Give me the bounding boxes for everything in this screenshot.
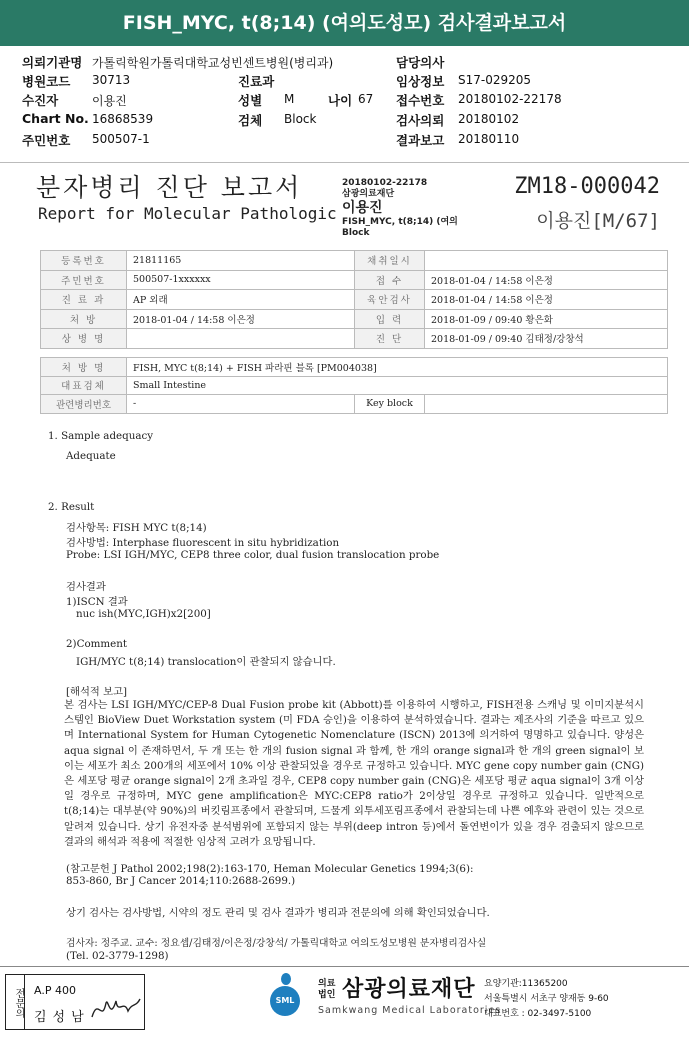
interp-text: 본 검사는 LSI IGH/MYC/CEP-8 Dual Fusion probe kit (Abbott)를 이용하여 시행하고, FISH전용 스캐닝 및 이미지분석시스템인 BioView Duet Workstation system (미 FDA 승인)을 이용하여 분석하였습니다. 결과는 제조사의 기준을 따르고 있으며 International System for Human Cytogenetic Nomenclature (ISCN) 2013에 의거하여 명명하고 있습니다. 양성은 aqua signal 이 존재하면서, 두 개 또는 한 개의 fusion signal 과 함께, 한 개의 orange signal과 한 개의 green signal이 보이는 세포가 최소 200개의 세포에서 10% 이상 관찰되었을 경우로 규정하고 있습니다. MYC gene copy number gain (CNG)은 세포당 평균 orange signal이 2개 초과일 경우, CEP8 copy number gain (CNG)은 세포당 평균 aqua signal이 3개 이상일 경우로 규정하며, MYC gene amplification은 MYC:CEP8 ratio가 2이상일 경우로 규정하고 있습니다. 일반적으로 t(8;14)는 대부분(약 90%)의 버킷림프종에서 관찰되며, 드물게 외투세포림프종에서 관찰되는데 나쁜 예후와 관련이 있는 것으로 알려져 있습니다. 상기 유전자중 분석범위에 포함되지 않는 부위(deep intron 등)에서 돌연변이가 있을 경우 검출되지 않으므로 결과의 해석과 적용에 적절한 임상적 고려가 요망됩니다.: [64, 699, 644, 848]
sex-value: M: [284, 92, 295, 106]
ref-line1: (참고문헌 J Pathol 2002;198(2):163-170, Heman Molecular Genetics 1994;3(6):: [66, 863, 474, 875]
request-value: 20180102: [458, 112, 520, 126]
age-value: 67: [358, 92, 374, 106]
specimen-label-sticker: [342, 178, 458, 239]
rep-specimen-label: 대표검체: [41, 376, 127, 395]
hospital-code-label: 병원코드: [22, 74, 71, 89]
order-label: 처 방: [41, 309, 127, 329]
result-title: 검사결과: [66, 581, 106, 593]
divider-top: [0, 162, 689, 163]
scan-title-en: Report for Molecular Pathologic: [38, 204, 337, 223]
dept-label-cell: 진 료 과: [41, 290, 127, 310]
age-label: 나이: [328, 93, 353, 108]
stamp-name: 김성남: [34, 1010, 90, 1025]
addr-line1: 요양기관:11365200: [484, 979, 568, 989]
gross-label: 육안검사: [355, 290, 425, 310]
scan-title-ko: 분자병리 진단 보고서: [36, 173, 303, 202]
diag-value: 2018-01-09 / 09:40 김태정/강창석: [425, 329, 668, 349]
sticker-name: 이용진: [342, 200, 383, 216]
rep-specimen-value: Small Intestine: [127, 376, 668, 395]
chart-label: Chart No.: [22, 111, 89, 126]
key-block-value: [425, 395, 668, 414]
dept-value-cell: AP 외래: [127, 290, 355, 310]
report-value: 20180110: [458, 132, 520, 146]
reg-no-label: 등록번호: [41, 251, 127, 271]
doctor-label: 담당의사: [396, 55, 445, 70]
logo-english: Samkwang Medical Laboratories: [318, 1005, 502, 1016]
specialist-stamp: [5, 974, 145, 1030]
examiner-text: 검사자: 정주교. 교수: 정요셉/김태정/이은정/강창석/ 가톨릭대학교 여의도성모병원 분자병리검사실: [66, 938, 487, 949]
rrn-label-cell: 주민번호: [41, 270, 127, 290]
request-label: 검사의뢰: [396, 113, 445, 128]
input-value: 2018-01-09 / 09:40 황은화: [425, 309, 668, 329]
signature-icon: [88, 993, 142, 1025]
clinical-label: 임상정보: [396, 74, 445, 89]
rrn-value-cell: 500507-1xxxxxx: [127, 270, 355, 290]
s2-probe: Probe: LSI IGH/MYC, CEP8 three color, dual fusion translocation probe: [66, 549, 440, 561]
order-value: 2018-01-04 / 14:58 이은정: [127, 309, 355, 329]
addr-line3: 대표번호 : 02-3497-5100: [484, 1009, 592, 1019]
input-label: 입 력: [355, 309, 425, 329]
footer: [0, 968, 689, 1040]
receipt-label: 접수번호: [396, 93, 445, 108]
diag-label: 진 단: [355, 329, 425, 349]
key-block-label: Key block: [355, 395, 425, 414]
zm-patient: 이용진[M/67]: [536, 210, 660, 232]
s1-value: Adequate: [66, 450, 116, 462]
sticker-line4: Block: [342, 228, 370, 238]
s1-title: 1. Sample adequacy: [48, 430, 154, 442]
comment-value: IGH/MYC t(8;14) translocation이 관찰되지 않습니다.: [76, 656, 336, 668]
collect-value: [425, 251, 668, 271]
divider-bottom: [0, 966, 689, 967]
related-value: -: [127, 395, 355, 414]
collect-label: 채취일시: [355, 251, 425, 271]
related-label: 관련병리번호: [41, 395, 127, 414]
hospital-code-value: 30713: [92, 73, 131, 87]
dept-label: 진료과: [238, 74, 275, 89]
ref-line2: 853-860, Br J Cancer 2014;110:2688-2699.): [66, 875, 296, 887]
patient-value: 이용진: [92, 94, 127, 108]
specimen-value: Block: [284, 112, 317, 126]
ward-value: [127, 329, 355, 349]
logo-drop-icon: [281, 973, 291, 985]
chart-value: 16868539: [92, 112, 154, 126]
sml-logo-icon: SML: [270, 986, 300, 1016]
institution-label: 의뢰기관명: [22, 55, 83, 70]
registration-table: [40, 250, 668, 349]
reg-no-value: 21811165: [127, 251, 355, 271]
ward-label: 상 병 명: [41, 329, 127, 349]
rrn-label: 주민번호: [22, 133, 71, 148]
s2-item: 검사항목: FISH MYC t(8;14): [66, 522, 207, 534]
comment-title: 2)Comment: [66, 638, 128, 650]
iscn-value: nuc ish(MYC,IGH)x2[200]: [76, 608, 211, 620]
sticker-line3: FISH_MYC, t(8;14) (여의: [342, 217, 458, 227]
zm-number: ZM18-000042: [514, 174, 660, 199]
logo-small-2: 법인: [318, 990, 336, 1000]
receive-value: 2018-01-04 / 14:58 이은정: [425, 270, 668, 290]
iscn-title: 1)ISCN 결과: [66, 596, 128, 608]
addr-line2: 서울특별시 서초구 양재동 9-60: [484, 994, 609, 1004]
rx-name-value: FISH, MYC t(8;14) + FISH 파라핀 블록 [PM004038]: [127, 358, 668, 377]
sticker-line1: 20180102-22178: [342, 178, 428, 188]
sex-label: 성별: [238, 93, 263, 108]
specimen-label: 검체: [238, 113, 263, 128]
rrn-value: 500507-1: [92, 132, 150, 146]
logo-small-1: 의료: [318, 979, 336, 989]
gross-value: 2018-01-04 / 14:58 이은정: [425, 290, 668, 310]
interp-title: [해석적 보고]: [66, 686, 128, 698]
order-table: [40, 357, 668, 414]
scanned-report: [18, 168, 674, 966]
report-label: 결과보고: [396, 133, 445, 148]
receipt-value: 20180102-22178: [458, 92, 562, 106]
rx-name-label: 처 방 명: [41, 358, 127, 377]
confirm-text: 상기 검사는 검사방법, 시약의 정도 관리 및 검사 결과가 병리과 전문의에 의해 확인되었습니다.: [66, 907, 490, 919]
logo-name: 삼광의료재단: [342, 977, 476, 1002]
tel-text: (Tel. 02-3779-1298): [66, 950, 169, 962]
logo-small-text: [318, 979, 335, 1001]
stamp-code: A.P 400: [34, 984, 76, 997]
sticker-line2: 삼광의료재단: [342, 189, 395, 199]
lab-address: [484, 977, 609, 1022]
s2-title: 2. Result: [48, 501, 95, 513]
s2-method: 검사방법: Interphase fluorescent in situ hybridization: [66, 537, 340, 549]
stamp-side-label: 전문의: [6, 975, 25, 1029]
clinical-value: S17-029205: [458, 73, 532, 87]
receive-label: 접 수: [355, 270, 425, 290]
report-title: FISH_MYC, t(8;14) (여의도성모) 검사결과보고서: [0, 0, 689, 46]
institution-value: 가톨릭학원가톨릭대학교성빈센트병원(병리과): [92, 56, 334, 70]
patient-label: 수진자: [22, 93, 59, 108]
